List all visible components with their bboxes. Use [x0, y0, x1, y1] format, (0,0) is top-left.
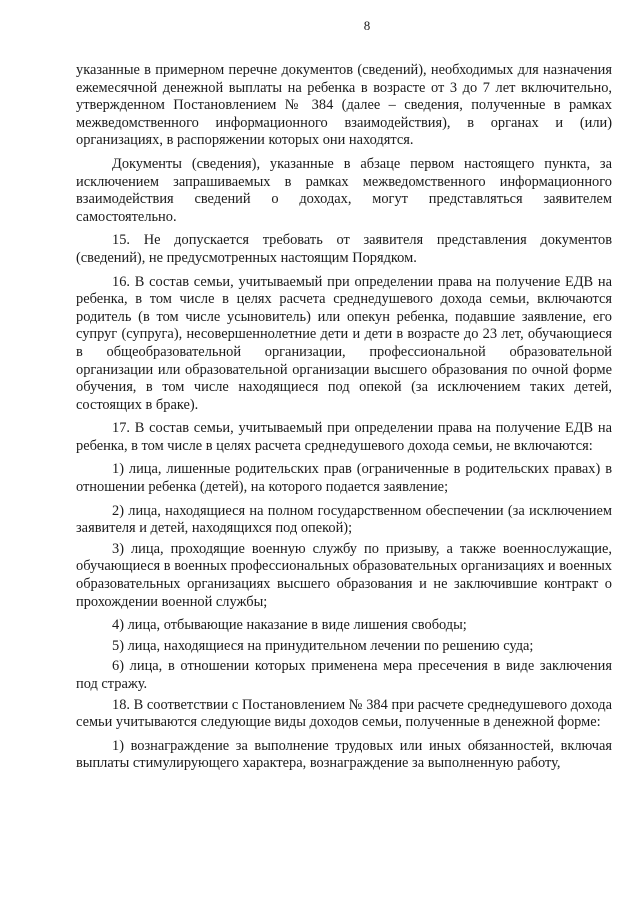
paragraph-item-17: 17. В состав семьи, учитываемый при определении права на получение ЕДВ на ребенка, в том числе в целях расчета среднедушевого дохода семьи, не включаются:	[76, 420, 612, 454]
paragraph-item-16: 16. В состав семьи, учитываемый при определении права на получение ЕДВ на ребенка, в том числе в целях расчета среднедушевого дохода семьи, включаются родитель (в том числе усыновитель) или опекун ребенка, подавшие заявление, его супруг (супруга), несовершеннолетние дети и дети в возрасте до 23 лет, обучающиеся в общеобразовательной организации, профессиональной образовательной организации или образовательной организации высшего образования по очной форме обучения, в том числе находящиеся под опекой (за исключением таких детей, состоящих в браке).	[76, 273, 612, 413]
paragraph-item-17-1: 1) лица, лишенные родительских прав (ограниченные в родительских правах) в отношении ребенка (детей), на которого подается заявление;	[76, 461, 612, 496]
paragraph-documents-note: Документы (сведения), указанные в абзаце первом настоящего пункта, за исключением запрашиваемых в рамках межведомственного информационного взаимодействия сведений о доходах, могут представляться заявителем самостоятельно.	[76, 155, 612, 225]
paragraph-item-15: 15. Не допускается требовать от заявителя представления документов (сведений), не предусмотренных настоящим Порядком.	[76, 232, 612, 266]
paragraph-item-18: 18. В соответствии с Постановлением № 384 при расчете среднедушевого дохода семьи учитываются следующие виды доходов семьи, полученные в денежной форме:	[76, 696, 612, 731]
paragraph-item-17-4: 4) лица, отбывающие наказание в виде лишения свободы;	[112, 617, 467, 634]
paragraph-item-17-6: 6) лица, в отношении которых применена мера пресечения в виде заключения под стражу.	[76, 658, 612, 692]
page-number: 8	[363, 18, 371, 33]
paragraph-item-17-5: 5) лица, находящиеся на принудительном лечении по решению суда;	[112, 637, 534, 654]
paragraph-continuation: указанные в примерном перечне документов (сведений), необходимых для назначения ежемесячной денежной выплаты на ребенка в возрасте от 3 до 7 лет включительно, утвержденном Постановлением № 384 (далее – сведения, полученные в рамках межведомственного информационного взаимодействия), в органах и (или) организациях, в распоряжении которых они находятся.	[76, 62, 612, 149]
paragraph-item-17-3: 3) лица, проходящие военную службу по призыву, а также военнослужащие, обучающиеся в военных профессиональных образовательных организациях и военных образовательных организациях высшего образования и не заключившие контракт о прохождении военной службы;	[76, 540, 612, 610]
paragraph-item-18-1: 1) вознаграждение за выполнение трудовых или иных обязанностей, включая выплаты стимулирующего характера, вознаграждение за выполненную работу,	[76, 737, 612, 772]
paragraph-item-17-2: 2) лица, находящиеся на полном государственном обеспечении (за исключением заявителя и детей, находящихся под опекой);	[76, 502, 612, 537]
